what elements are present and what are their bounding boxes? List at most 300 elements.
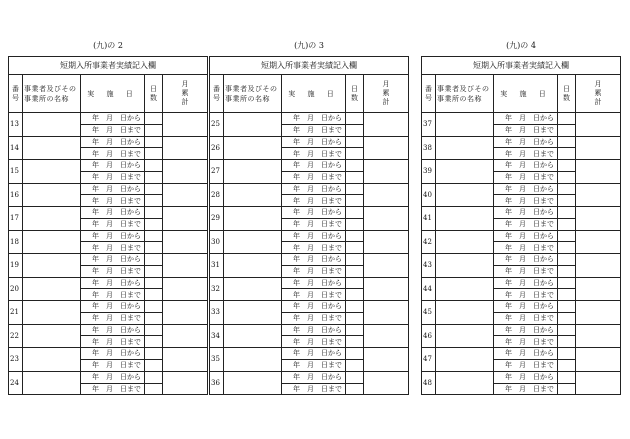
- header-name-line2: 事業所の名称: [24, 94, 69, 103]
- business-name-cell[interactable]: [224, 113, 282, 136]
- header-business-name: [23, 75, 81, 112]
- cumulative-cell[interactable]: [576, 137, 620, 160]
- row-number: 19: [9, 254, 23, 277]
- days-cell-from[interactable]: [558, 137, 575, 149]
- date-from[interactable]: 年 月 日から: [282, 301, 345, 313]
- date-to[interactable]: 年 月 日まで: [293, 361, 342, 370]
- record-row: [9, 348, 207, 372]
- date-cells: [81, 137, 145, 160]
- cumulative-cell[interactable]: [364, 160, 408, 183]
- days-cell-to[interactable]: [346, 172, 363, 183]
- header-row: [210, 75, 408, 113]
- days-cell-to[interactable]: [145, 219, 162, 230]
- days-cell-to[interactable]: [145, 384, 162, 395]
- date-to[interactable]: 年 月 日まで: [505, 337, 554, 346]
- days-cell-from[interactable]: [558, 113, 575, 125]
- days-cell-from[interactable]: [346, 137, 363, 149]
- header-days: 日 数: [346, 75, 364, 112]
- date-to[interactable]: 年 月 日まで: [293, 267, 342, 276]
- business-name-cell[interactable]: [23, 348, 81, 371]
- days-cell-from[interactable]: [558, 325, 575, 337]
- date-to[interactable]: 年 月 日まで: [505, 314, 554, 323]
- header-business-name: [224, 75, 282, 112]
- date-from[interactable]: 年 月 日から: [494, 278, 557, 290]
- date-from[interactable]: 年 月 日から: [494, 137, 557, 149]
- business-name-cell[interactable]: [224, 325, 282, 348]
- days-cell-from[interactable]: [145, 348, 162, 360]
- date-cells: [494, 278, 558, 301]
- date-from[interactable]: 年 月 日から: [282, 348, 345, 360]
- days-cell-from[interactable]: [558, 372, 575, 384]
- header-days: 日 数: [558, 75, 576, 112]
- date-cells: [81, 113, 145, 136]
- days-cell-to[interactable]: [346, 313, 363, 324]
- date-to[interactable]: 年 月 日まで: [505, 149, 554, 158]
- header-number: 番 号: [9, 75, 23, 112]
- header-row: [422, 75, 620, 113]
- days-cell-to[interactable]: [145, 313, 162, 324]
- date-cells: [282, 254, 346, 277]
- days-cell-from[interactable]: [346, 184, 363, 196]
- days-cell-from[interactable]: [346, 301, 363, 313]
- cumulative-cell[interactable]: [364, 113, 408, 136]
- date-from[interactable]: 年 月 日から: [81, 301, 144, 313]
- cumulative-cell[interactable]: [364, 207, 408, 230]
- date-from[interactable]: 年 月 日から: [494, 325, 557, 337]
- date-to[interactable]: 年 月 日まで: [92, 361, 141, 370]
- date-from[interactable]: 年 月 日から: [494, 254, 557, 266]
- business-name-cell[interactable]: [23, 278, 81, 301]
- business-name-cell[interactable]: [436, 372, 494, 396]
- business-name-cell[interactable]: [224, 301, 282, 324]
- date-cells: [494, 160, 558, 183]
- record-row: [9, 207, 207, 231]
- date-to[interactable]: 年 月 日まで: [293, 220, 342, 229]
- days-cell-from[interactable]: [346, 160, 363, 172]
- date-to[interactable]: 年 月 日まで: [92, 243, 141, 252]
- date-to[interactable]: 年 月 日まで: [505, 220, 554, 229]
- days-cell-from[interactable]: [145, 231, 162, 243]
- date-cells: [282, 184, 346, 207]
- header-name-line2: 事業所の名称: [437, 94, 482, 103]
- days-cell-to[interactable]: [346, 336, 363, 347]
- date-from[interactable]: 年 月 日から: [494, 207, 557, 219]
- date-cells: [81, 325, 145, 348]
- header-business-name: [436, 75, 494, 112]
- days-cell-to[interactable]: [145, 266, 162, 277]
- header-name-line1: 事業者及びその: [437, 84, 490, 93]
- date-to[interactable]: 年 月 日まで: [505, 290, 554, 299]
- cumulative-cell[interactable]: [163, 113, 207, 136]
- business-name-cell[interactable]: [224, 254, 282, 277]
- cumulative-cell[interactable]: [576, 325, 620, 348]
- date-cells: [494, 113, 558, 136]
- days-cell-to[interactable]: [346, 148, 363, 159]
- cumulative-cell[interactable]: [576, 184, 620, 207]
- days-cells: [558, 207, 576, 230]
- date-to[interactable]: 年 月 日まで: [293, 196, 342, 205]
- date-to[interactable]: 年 月 日まで: [92, 220, 141, 229]
- date-from[interactable]: 年 月 日から: [81, 325, 144, 337]
- date-from[interactable]: 年 月 日から: [282, 113, 345, 125]
- row-number: 24: [9, 372, 23, 396]
- business-name-cell[interactable]: [224, 348, 282, 371]
- days-cell-to[interactable]: [346, 384, 363, 395]
- cumulative-cell[interactable]: [163, 160, 207, 183]
- cumulative-cell[interactable]: [364, 301, 408, 324]
- business-name-cell[interactable]: [23, 254, 81, 277]
- cumulative-cell[interactable]: [576, 113, 620, 136]
- days-cell-from[interactable]: [346, 113, 363, 125]
- row-number: 40: [422, 184, 436, 207]
- record-rows: [210, 113, 408, 395]
- record-row: [210, 113, 408, 137]
- date-from[interactable]: 年 月 日から: [282, 160, 345, 172]
- business-name-cell[interactable]: [436, 137, 494, 160]
- days-cell-to[interactable]: [558, 148, 575, 159]
- days-cell-from[interactable]: [346, 254, 363, 266]
- cumulative-cell[interactable]: [576, 254, 620, 277]
- date-from[interactable]: 年 月 日から: [282, 184, 345, 196]
- business-name-cell[interactable]: [436, 348, 494, 371]
- date-from[interactable]: 年 月 日から: [494, 113, 557, 125]
- cumulative-cell[interactable]: [163, 184, 207, 207]
- cumulative-cell[interactable]: [576, 231, 620, 254]
- days-cells: [145, 325, 163, 348]
- cumulative-cell[interactable]: [364, 137, 408, 160]
- days-cell-to[interactable]: [558, 219, 575, 230]
- row-number: 34: [210, 325, 224, 348]
- row-number: 13: [9, 113, 23, 136]
- row-number: 39: [422, 160, 436, 183]
- days-cells: [346, 207, 364, 230]
- days-cell-from[interactable]: [145, 301, 162, 313]
- days-cell-to[interactable]: [346, 125, 363, 136]
- date-from[interactable]: 年 月 日から: [494, 160, 557, 172]
- date-from[interactable]: 年 月 日から: [282, 137, 345, 149]
- date-from[interactable]: 年 月 日から: [494, 184, 557, 196]
- panel-label: (九)の 4: [506, 41, 536, 50]
- business-name-cell[interactable]: [436, 301, 494, 324]
- days-cell-from[interactable]: [145, 184, 162, 196]
- date-to[interactable]: 年 月 日まで: [92, 314, 141, 323]
- date-to[interactable]: 年 月 日まで: [505, 126, 554, 135]
- business-name-cell[interactable]: [224, 207, 282, 230]
- business-name-cell[interactable]: [23, 160, 81, 183]
- date-cells: [81, 207, 145, 230]
- days-cells: [145, 137, 163, 160]
- date-cells: [282, 137, 346, 160]
- business-name-cell[interactable]: [23, 184, 81, 207]
- date-from[interactable]: 年 月 日から: [494, 372, 557, 384]
- days-cells: [558, 372, 576, 396]
- business-name-cell[interactable]: [23, 325, 81, 348]
- date-from[interactable]: 年 月 日から: [81, 231, 144, 243]
- date-to[interactable]: 年 月 日まで: [92, 290, 141, 299]
- days-cell-from[interactable]: [346, 278, 363, 290]
- date-to[interactable]: 年 月 日まで: [505, 173, 554, 182]
- days-cell-from[interactable]: [145, 113, 162, 125]
- business-name-cell[interactable]: [23, 207, 81, 230]
- days-cell-to[interactable]: [145, 172, 162, 183]
- date-to[interactable]: 年 月 日まで: [293, 243, 342, 252]
- business-name-cell[interactable]: [436, 231, 494, 254]
- record-row: [422, 184, 620, 208]
- days-cells: [346, 137, 364, 160]
- table-frame: [8, 56, 208, 395]
- row-number: 15: [9, 160, 23, 183]
- business-name-cell[interactable]: [224, 372, 282, 396]
- days-cell-to[interactable]: [145, 148, 162, 159]
- business-name-cell[interactable]: [224, 231, 282, 254]
- days-cell-from[interactable]: [558, 207, 575, 219]
- cumulative-cell[interactable]: [364, 348, 408, 371]
- record-row: [210, 184, 408, 208]
- days-cell-from[interactable]: [346, 372, 363, 384]
- days-cell-to[interactable]: [145, 125, 162, 136]
- business-name-cell[interactable]: [436, 278, 494, 301]
- days-cell-to[interactable]: [558, 289, 575, 300]
- record-row: [422, 325, 620, 349]
- days-cell-from[interactable]: [346, 207, 363, 219]
- business-name-cell[interactable]: [23, 372, 81, 396]
- days-cell-from[interactable]: [558, 231, 575, 243]
- days-cell-from[interactable]: [558, 348, 575, 360]
- days-cell-from[interactable]: [145, 372, 162, 384]
- cumulative-cell[interactable]: [576, 160, 620, 183]
- date-from[interactable]: 年 月 日から: [81, 184, 144, 196]
- date-to[interactable]: 年 月 日まで: [293, 173, 342, 182]
- date-from[interactable]: 年 月 日から: [81, 160, 144, 172]
- date-to[interactable]: 年 月 日まで: [293, 149, 342, 158]
- cumulative-cell[interactable]: [364, 184, 408, 207]
- cumulative-cell[interactable]: [163, 137, 207, 160]
- days-cells: [145, 301, 163, 324]
- row-number: 25: [210, 113, 224, 136]
- days-cells: [145, 184, 163, 207]
- cumulative-cell[interactable]: [364, 254, 408, 277]
- row-number: 27: [210, 160, 224, 183]
- days-cells: [558, 348, 576, 371]
- business-name-cell[interactable]: [436, 113, 494, 136]
- cumulative-cell[interactable]: [364, 372, 408, 396]
- record-row: [210, 325, 408, 349]
- days-cell-to[interactable]: [145, 336, 162, 347]
- days-cell-from[interactable]: [558, 301, 575, 313]
- cumulative-cell[interactable]: [163, 278, 207, 301]
- days-cell-from[interactable]: [558, 254, 575, 266]
- days-cell-to[interactable]: [558, 266, 575, 277]
- row-number: 26: [210, 137, 224, 160]
- date-from[interactable]: 年 月 日から: [81, 348, 144, 360]
- cumulative-cell[interactable]: [364, 231, 408, 254]
- days-cell-from[interactable]: [145, 137, 162, 149]
- days-cell-from[interactable]: [558, 184, 575, 196]
- row-number: 43: [422, 254, 436, 277]
- date-from[interactable]: 年 月 日から: [282, 372, 345, 384]
- panel-label: (九)の 2: [93, 41, 123, 50]
- date-from[interactable]: 年 月 日から: [282, 207, 345, 219]
- business-name-cell[interactable]: [224, 278, 282, 301]
- date-from[interactable]: 年 月 日から: [81, 137, 144, 149]
- days-cell-to[interactable]: [145, 195, 162, 206]
- days-cell-from[interactable]: [558, 278, 575, 290]
- date-to[interactable]: 年 月 日まで: [505, 361, 554, 370]
- days-cell-to[interactable]: [558, 242, 575, 253]
- days-cell-to[interactable]: [145, 289, 162, 300]
- days-cell-from[interactable]: [346, 231, 363, 243]
- record-row: [210, 254, 408, 278]
- date-from[interactable]: 年 月 日から: [81, 278, 144, 290]
- days-cell-to[interactable]: [346, 266, 363, 277]
- days-cell-to[interactable]: [558, 384, 575, 395]
- date-from[interactable]: 年 月 日から: [282, 325, 345, 337]
- date-from[interactable]: 年 月 日から: [494, 348, 557, 360]
- days-cell-to[interactable]: [558, 313, 575, 324]
- days-cell-from[interactable]: [346, 348, 363, 360]
- business-name-cell[interactable]: [436, 325, 494, 348]
- cumulative-cell[interactable]: [576, 278, 620, 301]
- cumulative-cell[interactable]: [163, 348, 207, 371]
- record-row: [422, 207, 620, 231]
- business-name-cell[interactable]: [23, 231, 81, 254]
- date-from[interactable]: 年 月 日から: [282, 231, 345, 243]
- header-name-line2: 事業所の名称: [225, 94, 270, 103]
- row-number: 23: [9, 348, 23, 371]
- days-cell-from[interactable]: [145, 207, 162, 219]
- table-frame: [209, 56, 409, 395]
- header-period: 実 施 日: [494, 75, 558, 112]
- days-cells: [558, 137, 576, 160]
- date-to[interactable]: 年 月 日まで: [505, 385, 554, 394]
- date-from[interactable]: 年 月 日から: [81, 113, 144, 125]
- date-to[interactable]: 年 月 日まで: [505, 196, 554, 205]
- cumulative-cell[interactable]: [163, 207, 207, 230]
- date-cells: [494, 372, 558, 396]
- date-to[interactable]: 年 月 日まで: [505, 267, 554, 276]
- row-number: 22: [9, 325, 23, 348]
- business-name-cell[interactable]: [23, 113, 81, 136]
- days-cell-to[interactable]: [558, 336, 575, 347]
- record-row: [422, 231, 620, 255]
- panel-label: (九)の 3: [294, 41, 324, 50]
- days-cell-from[interactable]: [145, 325, 162, 337]
- days-cell-from[interactable]: [346, 325, 363, 337]
- row-number: 38: [422, 137, 436, 160]
- date-from[interactable]: 年 月 日から: [81, 254, 144, 266]
- record-row: [210, 160, 408, 184]
- date-cells: [282, 113, 346, 136]
- date-to[interactable]: 年 月 日まで: [92, 385, 141, 394]
- date-to[interactable]: 年 月 日まで: [293, 290, 342, 299]
- date-to[interactable]: 年 月 日まで: [293, 126, 342, 135]
- business-name-cell[interactable]: [224, 160, 282, 183]
- row-number: 45: [422, 301, 436, 324]
- record-row: [422, 301, 620, 325]
- date-to[interactable]: 年 月 日まで: [92, 149, 141, 158]
- cumulative-cell[interactable]: [576, 207, 620, 230]
- days-cell-to[interactable]: [346, 360, 363, 371]
- days-cell-to[interactable]: [558, 360, 575, 371]
- business-name-cell[interactable]: [436, 254, 494, 277]
- cumulative-cell[interactable]: [576, 372, 620, 396]
- row-number: 20: [9, 278, 23, 301]
- days-cell-to[interactable]: [145, 360, 162, 371]
- cumulative-cell[interactable]: [163, 325, 207, 348]
- days-cell-to[interactable]: [145, 242, 162, 253]
- cumulative-cell[interactable]: [576, 301, 620, 324]
- days-cells: [145, 278, 163, 301]
- header-cumulative: 月 累 計: [382, 80, 390, 106]
- business-name-cell[interactable]: [224, 137, 282, 160]
- cumulative-cell[interactable]: [576, 348, 620, 371]
- record-row: [9, 113, 207, 137]
- business-name-cell[interactable]: [23, 301, 81, 324]
- cumulative-cell[interactable]: [163, 301, 207, 324]
- cumulative-cell[interactable]: [364, 278, 408, 301]
- cumulative-cell[interactable]: [364, 325, 408, 348]
- days-cells: [558, 160, 576, 183]
- record-row: [9, 372, 207, 396]
- date-to[interactable]: 年 月 日まで: [293, 314, 342, 323]
- date-from[interactable]: 年 月 日から: [494, 231, 557, 243]
- business-name-cell[interactable]: [436, 160, 494, 183]
- date-to[interactable]: 年 月 日まで: [293, 385, 342, 394]
- row-number: 16: [9, 184, 23, 207]
- header-number: 番 号: [210, 75, 224, 112]
- business-name-cell[interactable]: [436, 184, 494, 207]
- days-cell-to[interactable]: [558, 172, 575, 183]
- days-cell-from[interactable]: [145, 254, 162, 266]
- date-to[interactable]: 年 月 日まで: [92, 267, 141, 276]
- date-to[interactable]: 年 月 日まで: [505, 243, 554, 252]
- cumulative-cell[interactable]: [163, 231, 207, 254]
- business-name-cell[interactable]: [23, 137, 81, 160]
- days-cell-to[interactable]: [346, 219, 363, 230]
- date-from[interactable]: 年 月 日から: [81, 207, 144, 219]
- days-cell-to[interactable]: [346, 195, 363, 206]
- date-to[interactable]: 年 月 日まで: [92, 337, 141, 346]
- row-number: 35: [210, 348, 224, 371]
- cumulative-cell[interactable]: [163, 254, 207, 277]
- row-number: 47: [422, 348, 436, 371]
- days-cell-from[interactable]: [145, 160, 162, 172]
- date-from[interactable]: 年 月 日から: [81, 372, 144, 384]
- record-row: [422, 372, 620, 396]
- date-from[interactable]: 年 月 日から: [494, 301, 557, 313]
- date-to[interactable]: 年 月 日まで: [92, 126, 141, 135]
- business-name-cell[interactable]: [224, 184, 282, 207]
- date-to[interactable]: 年 月 日まで: [293, 337, 342, 346]
- date-cells: [282, 207, 346, 230]
- record-row: [9, 278, 207, 302]
- date-from[interactable]: 年 月 日から: [282, 278, 345, 290]
- days-cell-to[interactable]: [346, 242, 363, 253]
- date-to[interactable]: 年 月 日まで: [92, 173, 141, 182]
- date-to[interactable]: 年 月 日まで: [92, 196, 141, 205]
- date-from[interactable]: 年 月 日から: [282, 254, 345, 266]
- days-cell-to[interactable]: [558, 195, 575, 206]
- days-cell-from[interactable]: [558, 160, 575, 172]
- days-cells: [145, 160, 163, 183]
- days-cell-from[interactable]: [145, 278, 162, 290]
- days-cell-to[interactable]: [558, 125, 575, 136]
- date-cells: [282, 372, 346, 396]
- business-name-cell[interactable]: [436, 207, 494, 230]
- cumulative-cell[interactable]: [163, 372, 207, 396]
- record-row: [9, 184, 207, 208]
- days-cell-to[interactable]: [346, 289, 363, 300]
